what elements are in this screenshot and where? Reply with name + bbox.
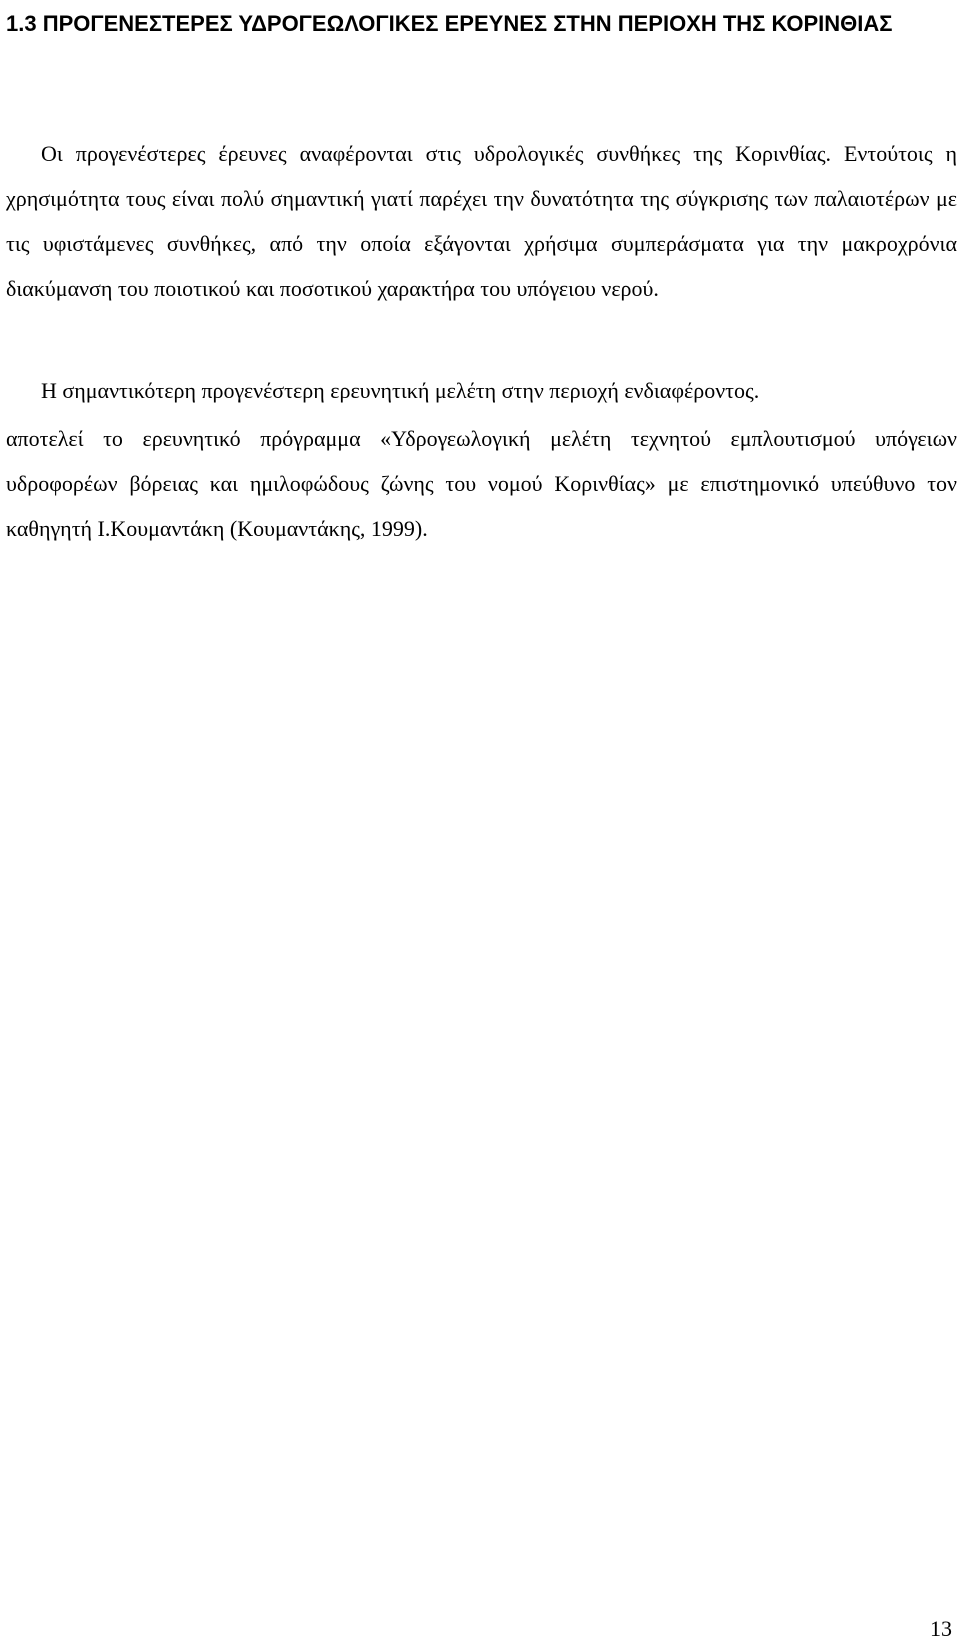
page-number: 13 bbox=[930, 1616, 952, 1641]
paragraph-research-program: αποτελεί το ερευνητικό πρόγραμμα «Υδρογεωλογική μελέτη τεχνητού εμπλουτισμού υπόγειων υδροφορέων βόρειας και ημιλοφώδους ζώνης του νομού Κορινθίας» με επιστημονικό υπεύθυνο τον καθηγητή Ι.Κουμαντάκη (Κουμαντάκης, 1999). bbox=[6, 426, 957, 541]
paragraph-key-study: Η σημαντικότερη προγενέστερη ερευνητική μελέτη στην περιοχή ενδιαφέροντος. bbox=[41, 378, 760, 403]
section-heading: 1.3 ΠΡΟΓΕΝΕΣΤΕΡΕΣ ΥΔΡΟΓΕΩΛΟΓΙΚΕΣ ΕΡΕΥΝΕΣ ΣΤΗΝ ΠΕΡΙΟΧΗ ΤΗΣ ΚΟΡΙΝΘΙΑΣ bbox=[6, 11, 893, 36]
paragraph-historical-research: Οι προγενέστερες έρευνες αναφέρονται στις υδρολογικές συνθήκες της Κορινθίας. Εντούτοις η χρησιμότητα τους είναι πολύ σημαντική γιατί παρέχει την δυνατότητα της σύγκρισης των παλαιοτέρων με τις υφιστάμενες συνθήκες, από την οποία εξάγονται χρήσιμα συμπεράσματα για την μακροχρόνια διακύμανση του ποιοτικού και ποσοτικού χαρακτήρα του υπόγειου νερού. bbox=[6, 141, 957, 301]
